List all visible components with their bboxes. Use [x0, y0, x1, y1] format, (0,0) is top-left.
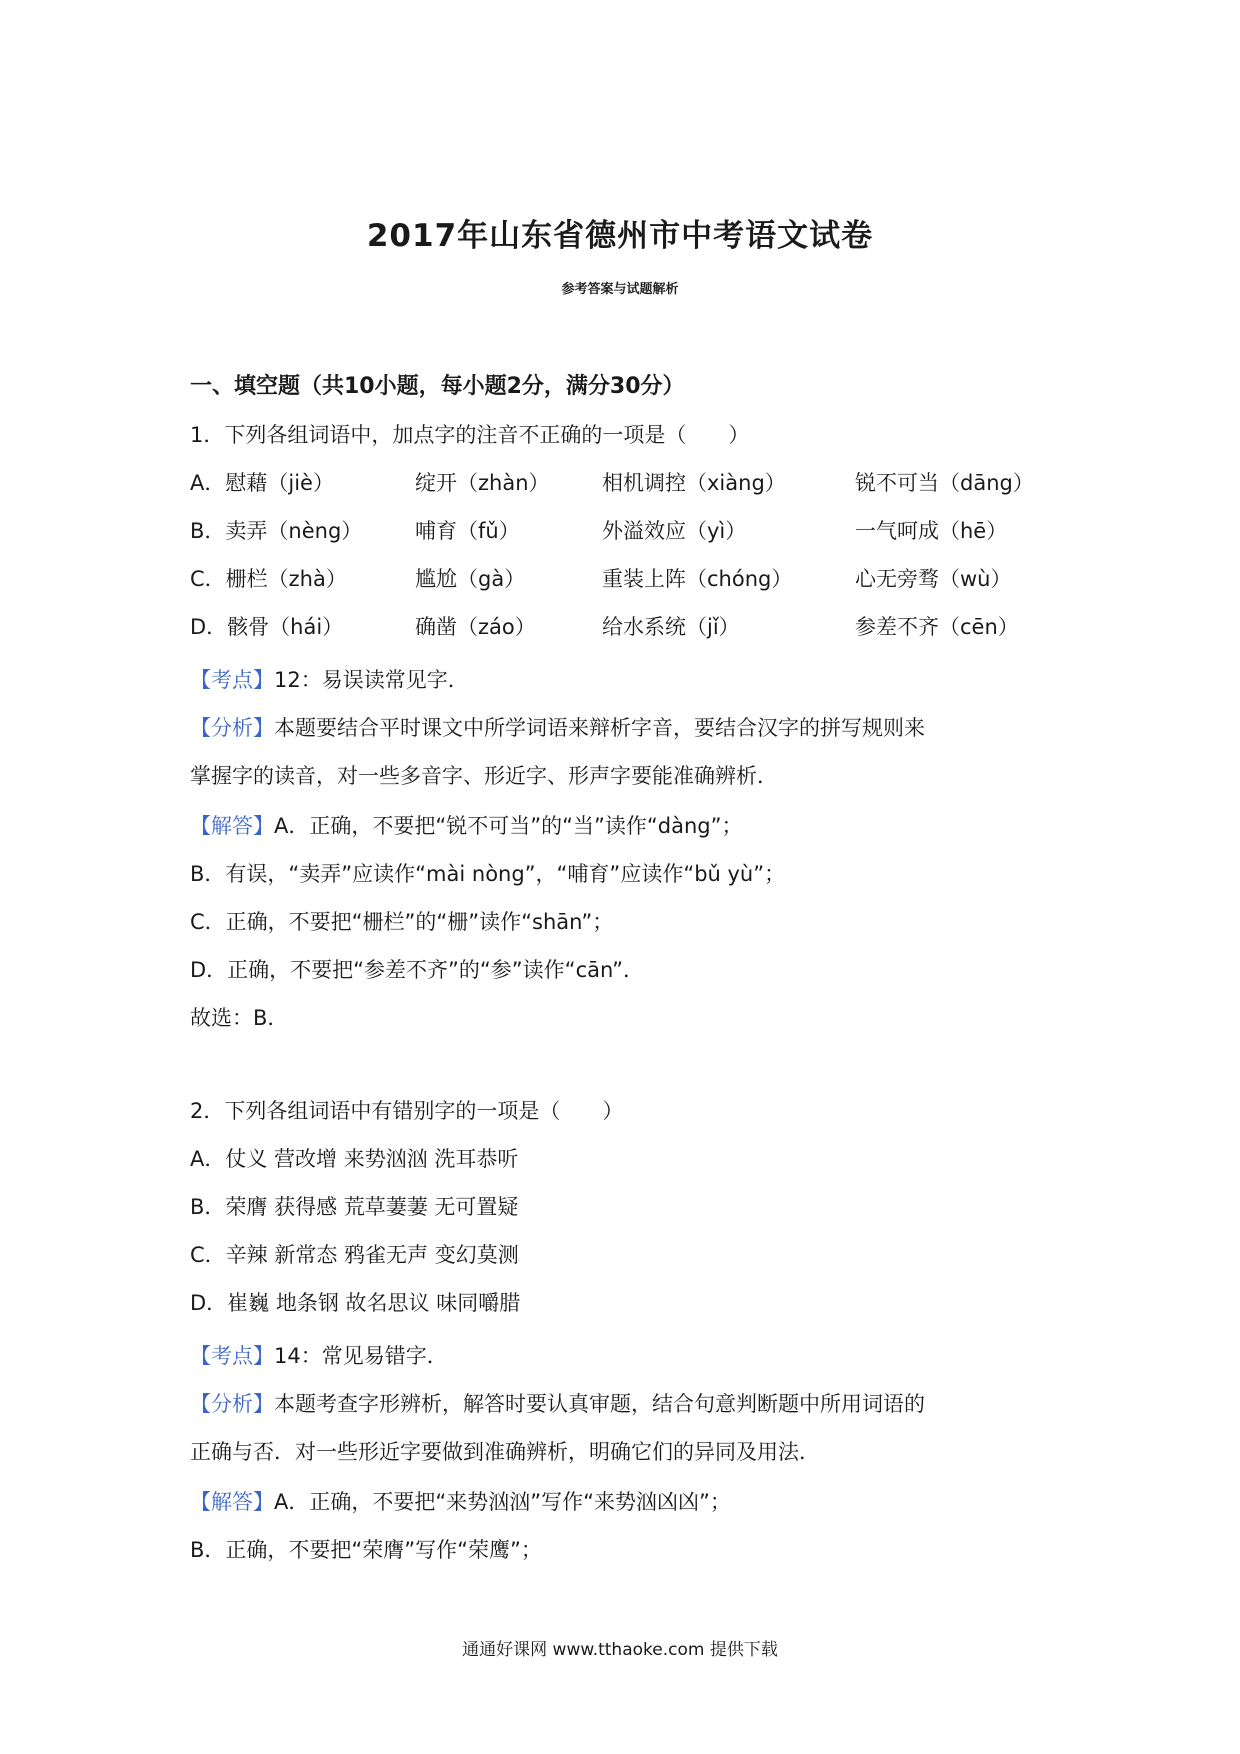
q1-fenxi-tag: 【分析】	[190, 716, 274, 740]
q1-jieda	[190, 811, 742, 841]
q2-option-c: C．辛辣 新常态 鸦雀无声 变幻莫测	[190, 1243, 519, 1267]
page-footer: 通通好课网 www.tthaoke.com 提供下载	[462, 1640, 778, 1660]
q1-d-4: 参差不齐（cēn）	[855, 615, 1019, 639]
q2-option-d: D．崔巍 地条钢 故名思议 味同嚼腊	[190, 1291, 521, 1315]
q1-answer: 故选：B．	[190, 1006, 289, 1030]
q2-fenxi-text-1: 本题考查字形辨析，解答时要认真审题，结合句意判断题中所用词语的	[274, 1392, 925, 1416]
page-subtitle: 参考答案与试题解析	[561, 282, 679, 297]
q2-kaodian-tag: 【考点】	[190, 1344, 274, 1368]
q1-jieda-text-3: C．正确，不要把“栅栏”的“栅”读作“shān”；	[190, 910, 614, 934]
q1-fenxi	[190, 713, 925, 743]
q1-kaodian-text: 12：易误读常见字．	[274, 668, 469, 692]
q2-option-a: A．仗义 营改增 来势汹汹 洗耳恭听	[190, 1147, 519, 1171]
q2-kaodian-text: 14：常见易错字．	[274, 1344, 448, 1368]
q2-jieda	[190, 1487, 731, 1517]
q1-fenxi-text-1: 本题要结合平时课文中所学词语来辩析字音，要结合汉字的拼写规则来	[274, 716, 925, 740]
q2-fenxi	[190, 1389, 925, 1419]
q1-b-1: B．卖弄（nèng）	[190, 519, 363, 543]
q2-fenxi-tag: 【分析】	[190, 1392, 274, 1416]
q2-jieda-text-2: B．正确，不要把“荣膺”写作“荣鹰”；	[190, 1538, 542, 1562]
q1-a-2: 绽开（zhàn）	[415, 471, 550, 495]
q1-stem: 1．下列各组词语中，加点字的注音不正确的一项是（ ）	[190, 423, 750, 447]
q1-b-2: 哺育（fǔ）	[415, 519, 520, 543]
q2-fenxi-text-2: 正确与否．对一些形近字要做到准确辨析，明确它们的异同及用法．	[190, 1440, 820, 1464]
q1-d-3: 给水系统（jǐ）	[602, 615, 740, 639]
q2-option-b: B．荣膺 获得感 荒草萋萋 无可置疑	[190, 1195, 519, 1219]
q1-jieda-tag: 【解答】	[190, 814, 274, 838]
q1-c-1: C．栅栏（zhà）	[190, 567, 347, 591]
q1-kaodian	[190, 665, 469, 695]
q2-stem: 2．下列各组词语中有错别字的一项是（ ）	[190, 1099, 624, 1123]
section-heading: 一、填空题（共10小题，每小题2分，满分30分）	[190, 374, 685, 399]
q1-a-4: 锐不可当（dāng）	[855, 471, 1034, 495]
page-title: 2017年山东省德州市中考语文试卷	[366, 218, 874, 254]
q1-d-2: 确凿（záo）	[415, 615, 536, 639]
q1-b-3: 外溢效应（yì）	[602, 519, 747, 543]
q1-fenxi-text-2: 掌握字的读音，对一些多音字、形近字、形声字要能准确辨析．	[190, 764, 778, 788]
q2-kaodian	[190, 1341, 448, 1371]
q1-kaodian-tag: 【考点】	[190, 668, 274, 692]
q2-jieda-tag: 【解答】	[190, 1490, 274, 1514]
q1-jieda-text-2: B．有误，“卖弄”应读作“mài nòng”，“哺育”应读作“bǔ yù”；	[190, 862, 786, 886]
q2-jieda-text-1: A．正确，不要把“来势汹汹”写作“来势汹凶凶”；	[274, 1490, 731, 1514]
q1-jieda-text-4: D．正确，不要把“参差不齐”的“参”读作“cān”．	[190, 958, 645, 982]
q1-c-2: 尴尬（gà）	[415, 567, 526, 591]
q1-c-3: 重装上阵（chóng）	[602, 567, 793, 591]
q1-jieda-text-1: A．正确，不要把“锐不可当”的“当”读作“dàng”；	[274, 814, 743, 838]
q1-c-4: 心无旁骛（wù）	[855, 567, 1012, 591]
q1-a-1: A．慰藉（jiè）	[190, 471, 334, 495]
q1-b-4: 一气呵成（hē）	[855, 519, 1008, 543]
q1-a-3: 相机调控（xiàng）	[602, 471, 786, 495]
q1-d-1: D．骸骨（hái）	[190, 615, 344, 639]
